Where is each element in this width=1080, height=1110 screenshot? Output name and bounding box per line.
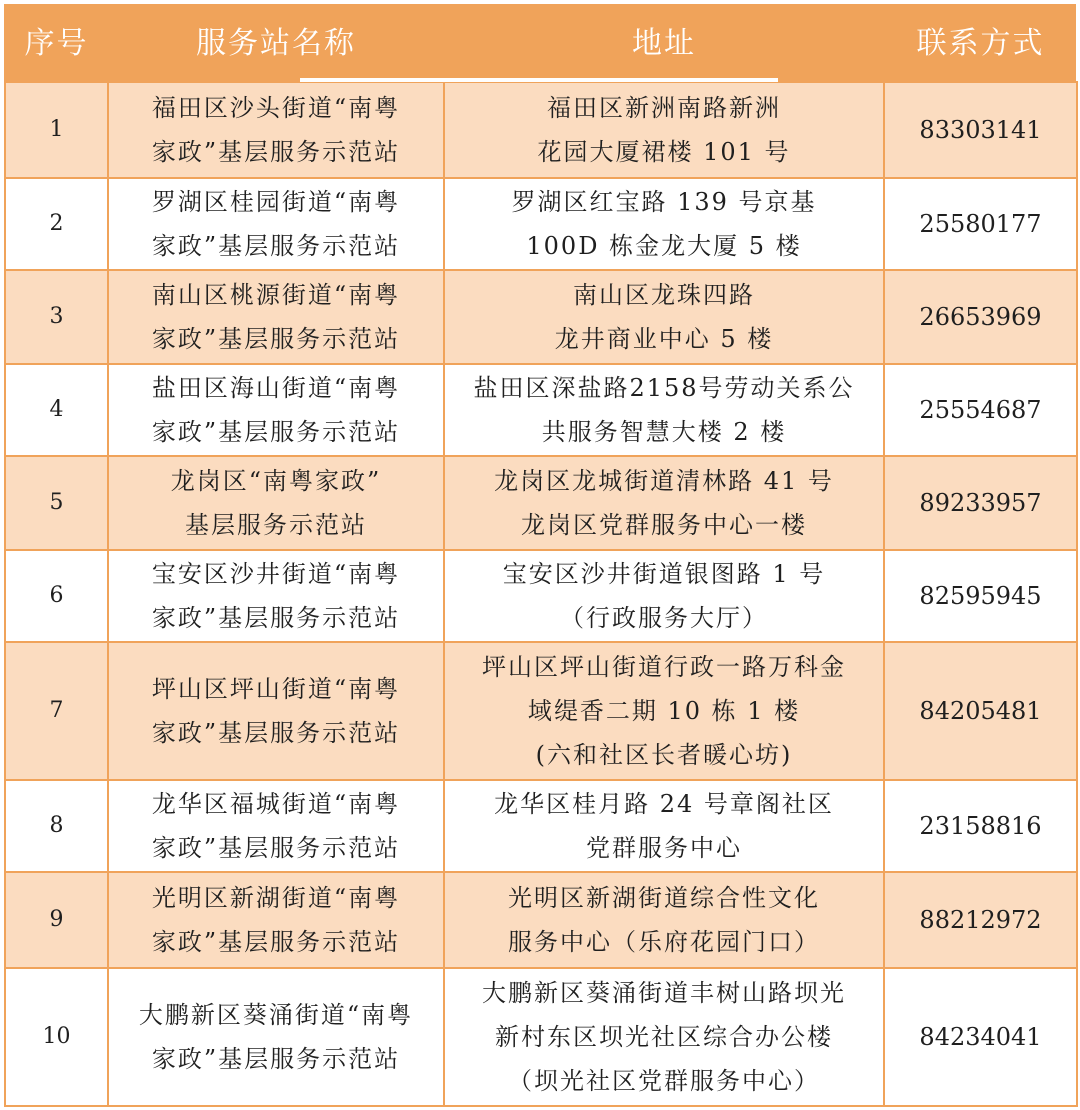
serial-number-cell: 8 bbox=[5, 780, 108, 872]
station-name-cell bbox=[108, 364, 444, 456]
serial-number-cell: 1 bbox=[5, 82, 108, 178]
station-name-cell bbox=[108, 178, 444, 270]
header-serial-number: 序号 bbox=[24, 25, 89, 61]
address-line: 南山区龙珠四路 bbox=[573, 281, 755, 309]
address-line: 福田区新洲南路新洲 bbox=[547, 94, 781, 122]
station-name-cell bbox=[108, 642, 444, 780]
station-name-line: 家政”基层服务示范站 bbox=[151, 604, 401, 632]
station-name-line: 家政”基层服务示范站 bbox=[151, 1045, 401, 1073]
station-name-line: 家政”基层服务示范站 bbox=[151, 325, 401, 353]
table-body bbox=[5, 82, 1077, 1106]
phone-cell: 23158816 bbox=[884, 780, 1077, 872]
table-row bbox=[5, 550, 1077, 642]
table-row bbox=[5, 872, 1077, 968]
station-name-line: 光明区新湖街道“南粤 bbox=[151, 884, 401, 912]
address-line: (六和社区长者暖心坊) bbox=[535, 741, 793, 769]
table-row bbox=[5, 270, 1077, 364]
address-line: 新村东区坝光社区综合办公楼 bbox=[495, 1023, 833, 1051]
phone-cell: 82595945 bbox=[884, 550, 1077, 642]
serial-number-cell: 10 bbox=[5, 968, 108, 1106]
table-row bbox=[5, 456, 1077, 550]
address-line: 共服务智慧大楼 2 楼 bbox=[541, 418, 787, 446]
phone-cell: 26653969 bbox=[884, 270, 1077, 364]
address-line: 大鹏新区葵涌街道丰树山路坝光 bbox=[482, 979, 846, 1007]
address-line: 坪山区坪山街道行政一路万科金 bbox=[482, 653, 846, 681]
header-contact: 联系方式 bbox=[916, 25, 1045, 61]
station-name-line: 宝安区沙井街道“南粤 bbox=[151, 560, 401, 588]
station-name-cell bbox=[108, 270, 444, 364]
address-line: 龙岗区党群服务中心一楼 bbox=[521, 511, 807, 539]
station-name-line: 家政”基层服务示范站 bbox=[151, 232, 401, 260]
address-line: 100D 栋金龙大厦 5 楼 bbox=[526, 232, 802, 260]
serial-number-cell: 6 bbox=[5, 550, 108, 642]
address-cell bbox=[444, 364, 884, 456]
header-underline bbox=[300, 78, 778, 82]
address-line: 域缇香二期 10 栋 1 楼 bbox=[527, 697, 801, 725]
table-row bbox=[5, 780, 1077, 872]
table-row bbox=[5, 364, 1077, 456]
address-cell bbox=[444, 456, 884, 550]
station-name-line: 家政”基层服务示范站 bbox=[151, 138, 401, 166]
address-cell bbox=[444, 270, 884, 364]
station-name-line: 南山区桃源街道“南粤 bbox=[151, 281, 401, 309]
phone-cell: 84234041 bbox=[884, 968, 1077, 1106]
header-station-name: 服务站名称 bbox=[196, 25, 356, 61]
station-name-line: 家政”基层服务示范站 bbox=[151, 719, 401, 747]
serial-number-cell: 3 bbox=[5, 270, 108, 364]
station-name-line: 龙岗区“南粤家政” bbox=[170, 467, 382, 495]
address-line: 盐田区深盐路2158号劳动关系公 bbox=[473, 374, 855, 402]
service-station-table-frame bbox=[4, 4, 1076, 1106]
station-name-line: 基层服务示范站 bbox=[185, 511, 367, 539]
station-name-cell bbox=[108, 456, 444, 550]
station-name-line: 福田区沙头街道“南粤 bbox=[151, 94, 401, 122]
service-station-table bbox=[4, 4, 1078, 1107]
station-name-line: 罗湖区桂园街道“南粤 bbox=[151, 188, 401, 216]
address-line: （行政服务大厅） bbox=[560, 604, 768, 632]
phone-cell: 25580177 bbox=[884, 178, 1077, 270]
station-name-cell bbox=[108, 872, 444, 968]
table-row bbox=[5, 82, 1077, 178]
station-name-cell bbox=[108, 968, 444, 1106]
station-name-line: 大鹏新区葵涌街道“南粤 bbox=[138, 1001, 414, 1029]
address-cell bbox=[444, 872, 884, 968]
address-cell bbox=[444, 178, 884, 270]
table-header bbox=[5, 4, 1077, 82]
phone-cell: 25554687 bbox=[884, 364, 1077, 456]
station-name-line: 家政”基层服务示范站 bbox=[151, 418, 401, 446]
station-name-line: 龙华区福城街道“南粤 bbox=[151, 790, 401, 818]
serial-number-cell: 4 bbox=[5, 364, 108, 456]
address-line: 龙华区桂月路 24 号章阁社区 bbox=[494, 790, 834, 818]
table-row bbox=[5, 178, 1077, 270]
station-name-cell bbox=[108, 82, 444, 178]
address-line: 龙岗区龙城街道清林路 41 号 bbox=[494, 467, 834, 495]
station-name-line: 家政”基层服务示范站 bbox=[151, 834, 401, 862]
serial-number-cell: 5 bbox=[5, 456, 108, 550]
address-line: 党群服务中心 bbox=[586, 834, 742, 862]
address-line: 花园大厦裙楼 101 号 bbox=[537, 138, 791, 166]
table-row bbox=[5, 968, 1077, 1106]
station-name-cell bbox=[108, 780, 444, 872]
address-line: 光明区新湖街道综合性文化 bbox=[508, 884, 820, 912]
address-line: 龙井商业中心 5 楼 bbox=[554, 325, 774, 353]
table-row bbox=[5, 642, 1077, 780]
station-name-line: 坪山区坪山街道“南粤 bbox=[151, 675, 401, 703]
serial-number-cell: 9 bbox=[5, 872, 108, 968]
address-cell bbox=[444, 642, 884, 780]
station-name-cell bbox=[108, 550, 444, 642]
serial-number-cell: 2 bbox=[5, 178, 108, 270]
address-cell bbox=[444, 968, 884, 1106]
header-row bbox=[5, 4, 1077, 82]
station-name-line: 盐田区海山街道“南粤 bbox=[151, 374, 401, 402]
address-line: 服务中心（乐府花园门口） bbox=[508, 928, 820, 956]
phone-cell: 89233957 bbox=[884, 456, 1077, 550]
address-line: 罗湖区红宝路 139 号京基 bbox=[511, 188, 817, 216]
serial-number-cell: 7 bbox=[5, 642, 108, 780]
phone-cell: 84205481 bbox=[884, 642, 1077, 780]
address-cell bbox=[444, 550, 884, 642]
address-line: 宝安区沙井街道银图路 1 号 bbox=[502, 560, 826, 588]
station-name-line: 家政”基层服务示范站 bbox=[151, 928, 401, 956]
address-line: （坝光社区党群服务中心） bbox=[508, 1067, 820, 1095]
header-address: 地址 bbox=[632, 25, 696, 61]
phone-cell: 88212972 bbox=[884, 872, 1077, 968]
address-cell bbox=[444, 82, 884, 178]
address-cell bbox=[444, 780, 884, 872]
phone-cell: 83303141 bbox=[884, 82, 1077, 178]
